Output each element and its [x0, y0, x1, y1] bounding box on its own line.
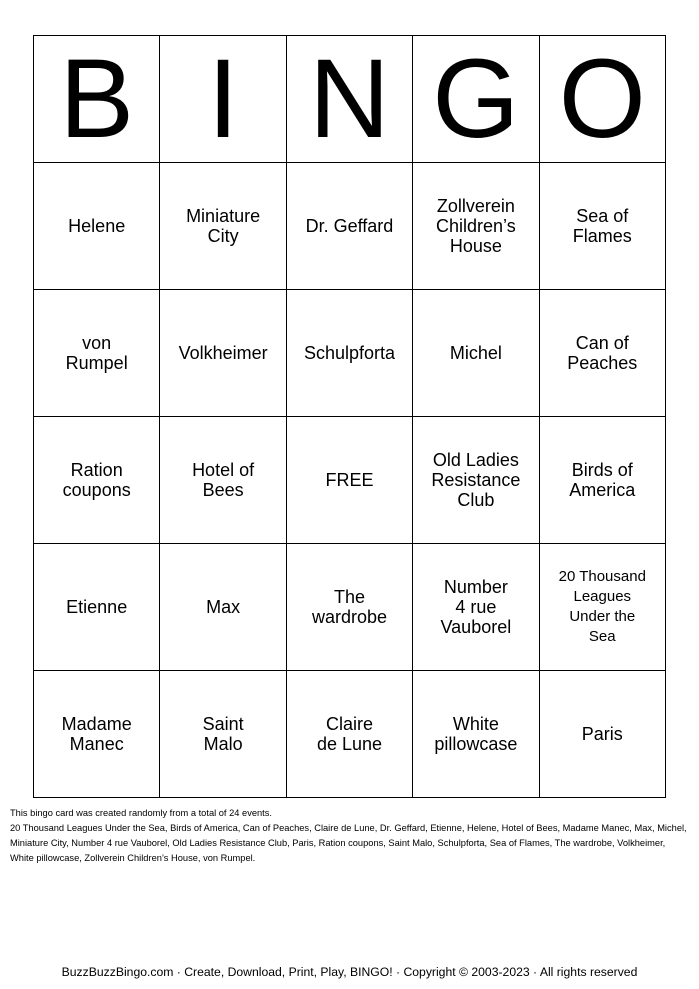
bingo-cell: Number 4 rue Vauborel [413, 544, 539, 671]
header-letter-b: B [34, 36, 160, 163]
bingo-cell: Schulpforta [286, 290, 412, 417]
header-letter-n: N [286, 36, 412, 163]
footer-copyright: BuzzBuzzBingo.com · Create, Download, Print, Play, BINGO! · Copyright © 2003-2023 · All rights reserved [61, 965, 638, 979]
card-notes [10, 806, 690, 866]
bingo-cell: Birds of America [539, 417, 665, 544]
bingo-cell: Max [160, 544, 286, 671]
bingo-cell: Etienne [34, 544, 160, 671]
bingo-cell: Hotel of Bees [160, 417, 286, 544]
bingo-cell: Can of Peaches [539, 290, 665, 417]
bingo-row [34, 544, 666, 671]
bingo-row [34, 163, 666, 290]
bingo-cell: Madame Manec [34, 671, 160, 798]
header-letter-o: O [539, 36, 665, 163]
bingo-cell: Saint Malo [160, 671, 286, 798]
bingo-header-row [34, 36, 666, 163]
bingo-cell: Volkheimer [160, 290, 286, 417]
bingo-cell: Old Ladies Resistance Club [413, 417, 539, 544]
bingo-row [34, 290, 666, 417]
bingo-card [33, 35, 666, 798]
header-letter-i: I [160, 36, 286, 163]
bingo-cell: Helene [34, 163, 160, 290]
bingo-cell: von Rumpel [34, 290, 160, 417]
bingo-cell: Miniature City [160, 163, 286, 290]
bingo-row [34, 671, 666, 798]
bingo-cell: 20 Thousand Leagues Under the Sea [539, 544, 665, 671]
free-space-cell: FREE [286, 417, 412, 544]
bingo-cell: Sea of Flames [539, 163, 665, 290]
bingo-cell: Michel [413, 290, 539, 417]
bingo-cell: Paris [539, 671, 665, 798]
generation-note: This bingo card was created randomly from a total of 24 events. [10, 808, 272, 818]
bingo-cell: The wardrobe [286, 544, 412, 671]
bingo-cell: Zollverein Children’s House [413, 163, 539, 290]
bingo-cell: Claire de Lune [286, 671, 412, 798]
bingo-cell: Ration coupons [34, 417, 160, 544]
bingo-cell: White pillowcase [413, 671, 539, 798]
bingo-cell: Dr. Geffard [286, 163, 412, 290]
bingo-row [34, 417, 666, 544]
event-list: 20 Thousand Leagues Under the Sea, Birds of America, Can of Peaches, Claire de Lune, Dr. Geffard, Etienne, Helene, Hotel of Bees, Madame Manec, Max, Michel, Miniature City, Number 4 rue Vauborel, Old Ladies Resistance Club, Paris, Ration coupons, Saint Malo, Schulpforta, Sea of Flames, The wardrobe, Volkheimer, White pillowcase, Zollverein Children’s House, von Rumpel. [10, 823, 687, 863]
header-letter-g: G [413, 36, 539, 163]
